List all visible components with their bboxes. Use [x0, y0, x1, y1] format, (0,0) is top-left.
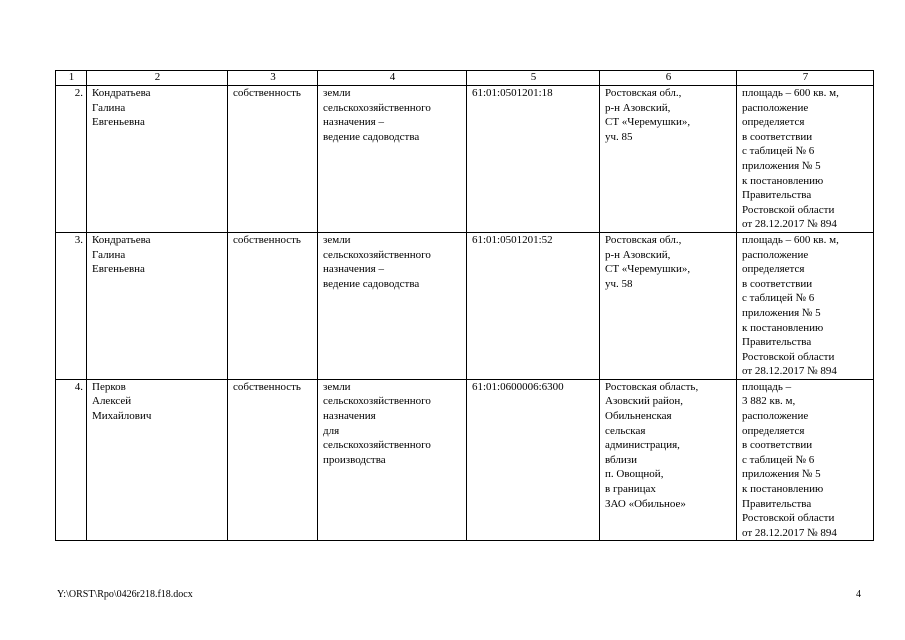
- cell-line: Ростовская область,: [605, 380, 699, 393]
- cell-line: ЗАО «Обильное»: [605, 497, 686, 510]
- cell-line: в границах: [605, 483, 656, 496]
- cell-line: с таблицей № 6: [742, 145, 815, 158]
- cell-line: сельскохозяйственного: [323, 395, 431, 408]
- cadastral-number-cell: 61:01:0600006:6300: [467, 379, 600, 541]
- cell-line: Правительства: [742, 189, 812, 202]
- cell-line: Азовский район,: [605, 395, 684, 408]
- right-type-cell: собственность: [228, 379, 318, 541]
- cadastral-number-cell: 61:01:0501201:18: [467, 86, 600, 233]
- cell-line: назначения: [323, 410, 376, 423]
- cell-line: назначения –: [323, 116, 384, 129]
- cell-line: в соответствии: [742, 277, 813, 290]
- cell-line: Обильненская: [605, 410, 672, 423]
- cell-line: для: [323, 424, 340, 437]
- cell-line: от 28.12.2017 № 894: [742, 526, 837, 539]
- column-header: 2: [87, 71, 228, 86]
- cell-line: Евгеньевна: [92, 263, 145, 276]
- cell-line: Правительства: [742, 336, 812, 349]
- cell-line: СТ «Черемушки»,: [605, 116, 691, 129]
- cell-line: Кондратьева: [92, 87, 151, 99]
- cell-line: к постановлению: [742, 174, 824, 187]
- cell-line: сельскохозяйственного: [323, 101, 431, 114]
- cell-line: земли: [323, 380, 351, 393]
- column-header: 7: [737, 71, 874, 86]
- table-row: [56, 379, 874, 541]
- table-row: [56, 232, 874, 379]
- cell-line: Кондратьева: [92, 233, 151, 246]
- owner-name-cell: [87, 232, 228, 379]
- table-body: [56, 86, 874, 541]
- cell-line: Михайлович: [92, 410, 152, 423]
- cell-line: приложения № 5: [742, 159, 821, 172]
- cell-line: производства: [323, 453, 386, 466]
- cell-line: определяется: [742, 424, 805, 437]
- cell-line: определяется: [742, 263, 805, 276]
- cell-line: Ростовской области: [742, 203, 835, 216]
- cadastral-number-cell: 61:01:0501201:52: [467, 232, 600, 379]
- land-category-cell: [318, 379, 467, 541]
- land-category-cell: [318, 232, 467, 379]
- cell-line: Перков: [92, 380, 126, 393]
- row-number-cell: 3.: [56, 232, 87, 379]
- cell-line: к постановлению: [742, 483, 824, 496]
- cell-line: 3 882 кв. м,: [742, 395, 796, 408]
- cell-line: в соответствии: [742, 130, 813, 143]
- owner-name-cell: [87, 86, 228, 233]
- cell-line: Галина: [92, 101, 126, 114]
- cell-line: сельская: [605, 424, 646, 437]
- land-category-cell: [318, 86, 467, 233]
- column-header: 3: [228, 71, 318, 86]
- additional-info-cell: [737, 86, 874, 233]
- cell-line: Ростовской области: [742, 512, 835, 525]
- right-type-cell: собственность: [228, 86, 318, 233]
- cell-line: п. Овощной,: [605, 468, 664, 481]
- cell-line: назначения –: [323, 263, 384, 276]
- cell-line: Галина: [92, 248, 126, 261]
- header-row: [56, 71, 874, 86]
- cell-line: Евгеньевна: [92, 116, 145, 129]
- cell-line: сельскохозяйственного: [323, 248, 431, 261]
- address-cell: [600, 86, 737, 233]
- cell-line: площадь – 600 кв. м,: [742, 87, 839, 99]
- cell-line: администрация,: [605, 439, 680, 452]
- cell-line: расположение: [742, 248, 809, 261]
- owner-name-cell: [87, 379, 228, 541]
- cell-line: расположение: [742, 410, 809, 423]
- cell-line: Ростовская обл.,: [605, 87, 682, 99]
- column-header: 1: [56, 71, 87, 86]
- right-type-cell: собственность: [228, 232, 318, 379]
- cell-line: уч. 85: [605, 130, 633, 143]
- cell-line: с таблицей № 6: [742, 292, 815, 305]
- additional-info-cell: [737, 379, 874, 541]
- cell-line: площадь – 600 кв. м,: [742, 233, 839, 246]
- cell-line: расположение: [742, 101, 809, 114]
- cell-line: земли: [323, 233, 351, 246]
- page-number: 4: [856, 589, 861, 600]
- land-plots-table: [55, 70, 874, 541]
- row-number-cell: 2.: [56, 86, 87, 233]
- cell-line: ведение садоводства: [323, 277, 420, 290]
- cell-line: от 28.12.2017 № 894: [742, 365, 837, 378]
- cell-line: р-н Азовский,: [605, 101, 671, 114]
- table-row: [56, 86, 874, 233]
- cell-line: от 28.12.2017 № 894: [742, 218, 837, 231]
- cell-line: сельскохозяйственного: [323, 439, 431, 452]
- column-header: 5: [467, 71, 600, 86]
- additional-info-cell: [737, 232, 874, 379]
- address-cell: [600, 232, 737, 379]
- cell-line: приложения № 5: [742, 468, 821, 481]
- row-number-cell: 4.: [56, 379, 87, 541]
- cell-line: Ростовская обл.,: [605, 233, 682, 246]
- column-header: 6: [600, 71, 737, 86]
- footer-file-path: Y:\ORST\Rpo\0426r218.f18.docx: [57, 589, 193, 600]
- cell-line: Правительства: [742, 497, 812, 510]
- cell-line: приложения № 5: [742, 306, 821, 319]
- cell-line: в соответствии: [742, 439, 813, 452]
- cell-line: земли: [323, 87, 351, 99]
- cell-line: уч. 58: [605, 277, 633, 290]
- cell-line: Алексей: [92, 395, 132, 408]
- cell-line: к постановлению: [742, 321, 824, 334]
- column-header: 4: [318, 71, 467, 86]
- cell-line: площадь –: [742, 380, 792, 393]
- address-cell: [600, 379, 737, 541]
- cell-line: Ростовской области: [742, 350, 835, 363]
- cell-line: с таблицей № 6: [742, 453, 815, 466]
- cell-line: ведение садоводства: [323, 130, 420, 143]
- cell-line: вблизи: [605, 453, 637, 466]
- cell-line: р-н Азовский,: [605, 248, 671, 261]
- cell-line: определяется: [742, 116, 805, 129]
- cell-line: СТ «Черемушки»,: [605, 263, 691, 276]
